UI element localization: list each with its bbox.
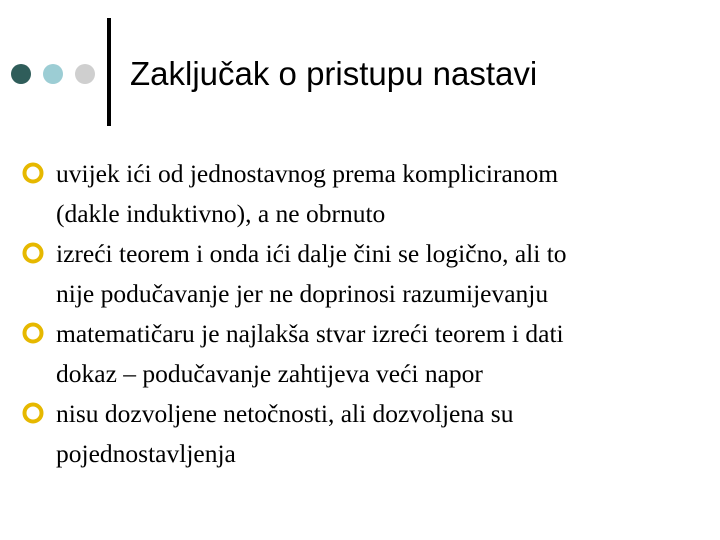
- bullet-line: matematičaru je najlakša stvar izreći teorem i dati: [56, 319, 564, 348]
- bullet-list: [20, 154, 700, 474]
- title-divider: [107, 18, 111, 126]
- bullet-item: [20, 154, 700, 234]
- slide-title: Zaključak o pristupu nastavi: [130, 55, 538, 92]
- decor-dot-light: [43, 64, 63, 84]
- bullet-line: (dakle induktivno), a ne obrnuto: [56, 199, 386, 228]
- bullet-line: dokaz – podučavanje zahtijeva veći napor: [56, 359, 483, 388]
- decor-dot-dark: [11, 64, 31, 84]
- target-ring-icon: [20, 160, 46, 186]
- target-ring-icon: [20, 400, 46, 426]
- target-ring-icon: [20, 320, 46, 346]
- bullet-item: [20, 234, 700, 314]
- bullet-line: uvijek ići od jednostavnog prema kompliciranom: [56, 159, 559, 188]
- bullet-line: izreći teorem i onda ići dalje čini se logično, ali to: [56, 239, 567, 268]
- bullet-item: [20, 314, 700, 394]
- decor-dot-gray: [75, 64, 95, 84]
- bullet-line: nije podučavanje jer ne doprinosi razumijevanju: [56, 279, 549, 308]
- bullet-line: nisu dozvoljene netočnosti, ali dozvoljena su: [56, 399, 514, 428]
- target-ring-icon: [20, 240, 46, 266]
- bullet-line: pojednostavljenja: [56, 439, 236, 468]
- bullet-item: [20, 394, 700, 474]
